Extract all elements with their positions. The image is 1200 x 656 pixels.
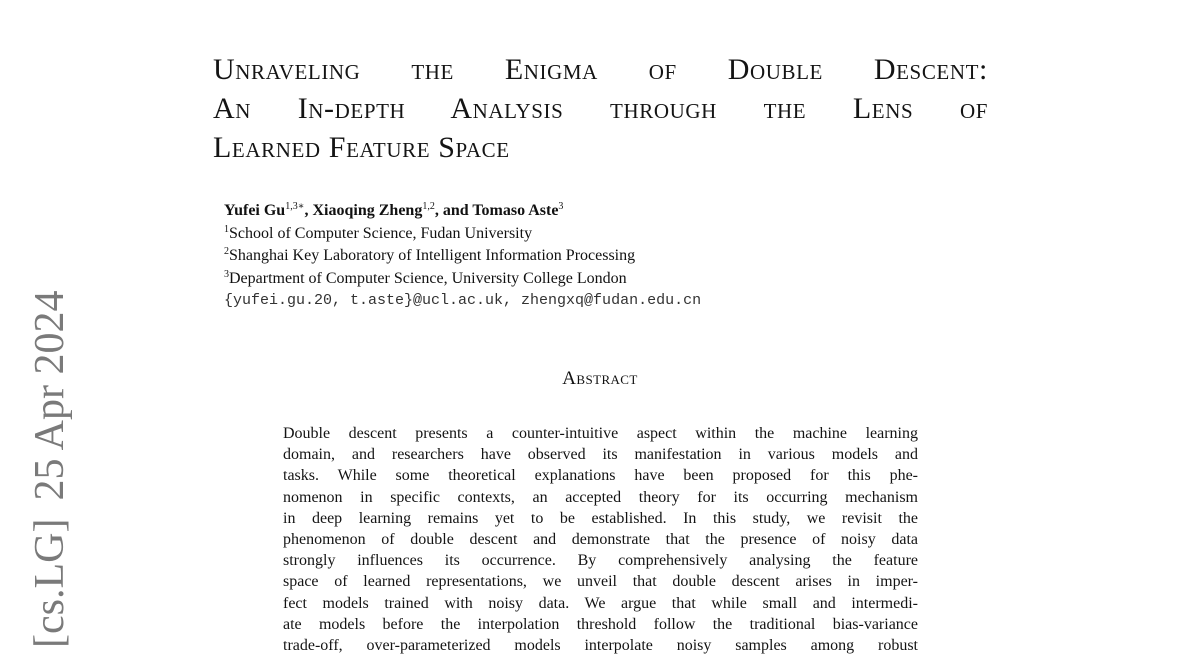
abstract-body [283, 423, 918, 656]
arxiv-date: 25 Apr 2024 [27, 290, 73, 501]
affiliation-sup: 2 [224, 246, 229, 257]
author-name: Yufei Gu [224, 202, 286, 219]
author-name: Xiaoqing Zheng [312, 202, 423, 219]
affiliation-sup: 1 [224, 223, 229, 235]
abstract-line: strongly influences its occurrence. By comprehensively analysing the feature [283, 552, 918, 570]
author-separator: , and [434, 202, 473, 219]
author-name: Tomaso Aste [472, 202, 559, 219]
paper-title [213, 50, 1003, 167]
abstract-line: in deep learning remains yet to be established. In this study, we revisit the [283, 509, 918, 527]
author-separator: , [304, 202, 313, 219]
abstract-line: space of learned representations, we unveil that double descent arises in imper- [283, 573, 918, 591]
abstract-line: trade-off, over-parameterized models interpolate noisy samples among robust [283, 636, 918, 654]
affiliation [224, 245, 701, 268]
author-affil-sup: 3 [558, 201, 564, 212]
abstract-line: domain, and researchers have observed its manifestation in various models and [283, 446, 918, 464]
abstract-line: nomenon in specific contexts, an accepted theory for its occurring mechanism [283, 488, 918, 506]
affiliation-sup: 3 [224, 268, 229, 280]
abstract-line: phenomenon of double descent and demonstrate that the presence of noisy data [283, 530, 918, 548]
title-line-1: Unraveling the Enigma of Double Descent: [213, 53, 988, 86]
abstract-line: tasks. While some theoretical explanations have been proposed for this phe- [283, 467, 918, 485]
author-affil-sup: 1,3 [285, 201, 298, 212]
affiliation [224, 223, 701, 246]
author-emails[interactable]: {yufei.gu.20, t.aste}@ucl.ac.uk, zhengxq@fudan.edu.cn [224, 292, 702, 309]
author-block [224, 200, 701, 313]
title-line-2: An In-depth Analysis through the Lens of [213, 92, 988, 125]
author-affil-sup: 1,2 [422, 201, 435, 212]
title-line-3: Learned Feature Space [213, 131, 510, 164]
abstract-line: fect models trained with noisy data. We argue that while small and intermedi- [283, 594, 918, 612]
affiliation-text: Department of Computer Science, University College London [229, 269, 627, 287]
abstract-heading: Abstract [562, 368, 638, 389]
affiliation-text: School of Computer Science, Fudan University [229, 224, 533, 242]
author-names [224, 200, 701, 223]
arxiv-category: [cs.LG] [27, 518, 73, 648]
abstract-line: Double descent presents a counter-intuitive aspect within the machine learning [283, 425, 918, 442]
abstract-line: ate models before the interpolation threshold follow the traditional bias-variance [283, 615, 918, 633]
corresponding-author-mark: ∗ [297, 201, 305, 212]
arxiv-identifier-stamp [28, 291, 72, 648]
affiliation [224, 268, 701, 291]
affiliation-text: Shanghai Key Laboratory of Intelligent Information Processing [229, 247, 636, 264]
